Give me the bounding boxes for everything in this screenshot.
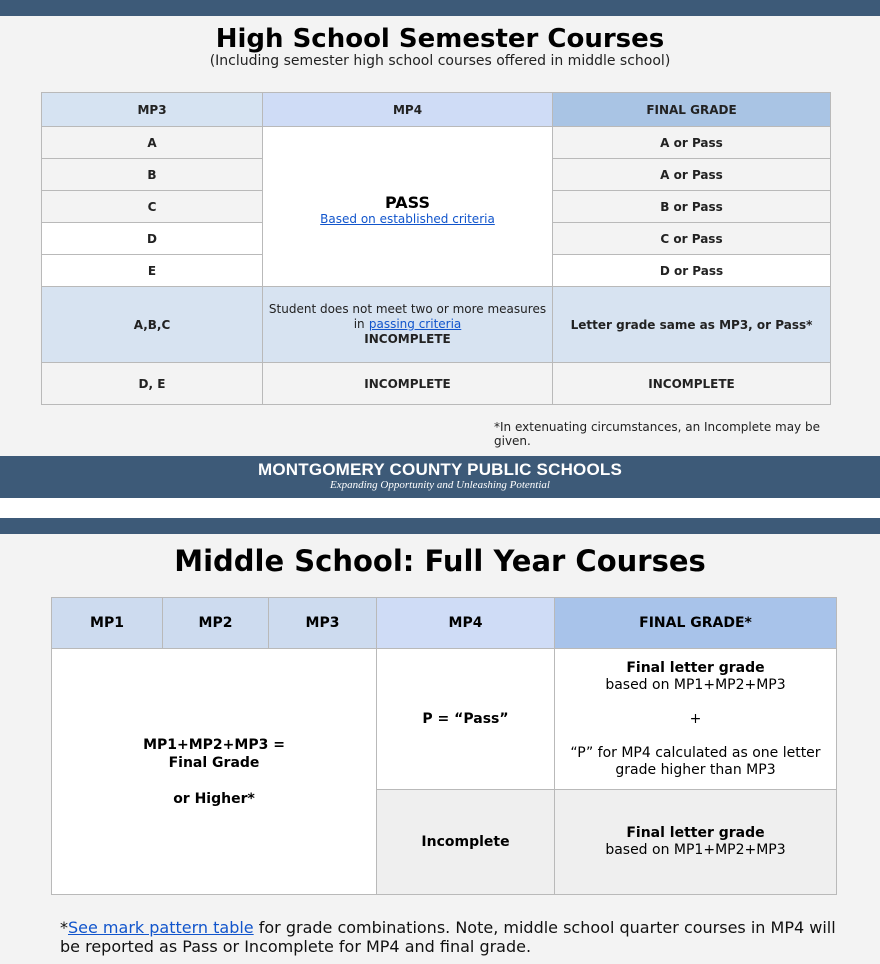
banner-tagline: Expanding Opportunity and Unleashing Potential	[330, 479, 550, 491]
cell-final: A or Pass	[553, 159, 831, 191]
cell-final: B or Pass	[553, 191, 831, 223]
mcps-banner	[0, 456, 880, 498]
pass-label: PASS	[385, 193, 430, 212]
cell-final-incomplete	[555, 790, 837, 895]
header-final-grade: FINAL GRADE	[553, 93, 831, 127]
cell-mp3: D	[42, 223, 263, 255]
cell-final: D or Pass	[553, 255, 831, 287]
header-mp4: MP4	[377, 598, 555, 649]
cell-mp4-pass	[263, 127, 553, 287]
cell-mp3: E	[42, 255, 263, 287]
final-basis: based on MP1+MP2+MP3	[605, 842, 786, 858]
banner-title: MONTGOMERY COUNTY PUBLIC SCHOOLS	[257, 460, 623, 479]
header-mp3: MP3	[269, 598, 377, 649]
cell-final-pass	[555, 649, 837, 790]
slide-title: High School Semester Courses	[215, 24, 665, 54]
cell-mp3: C	[42, 191, 263, 223]
combined-line-3: or Higher*	[173, 790, 255, 807]
top-bar	[0, 518, 880, 534]
footnote-extenuating: *In extenuating circumstances, an Incomplete may be given.	[494, 420, 820, 448]
final-letter-grade-label: Final letter grade	[626, 825, 765, 841]
p-calculation-note: “P” for MP4 calculated as one letter grade higher than MP3	[570, 744, 821, 778]
cell-mp3: A	[42, 127, 263, 159]
header-mp2: MP2	[163, 598, 269, 649]
cell-mp4-pass: P = “Pass”	[377, 649, 555, 790]
footnote-text: for grade combinations. Note, middle school quarter courses in MP4 will be reported as Pass or Incomplete for MP4 and final grade.	[60, 918, 836, 956]
incomplete-label: INCOMPLETE	[364, 332, 451, 346]
cell-final: C or Pass	[553, 223, 831, 255]
footnote-mark-pattern	[60, 918, 850, 956]
header-mp3: MP3	[42, 93, 263, 127]
header-mp1: MP1	[52, 598, 163, 649]
cell-mp3: B	[42, 159, 263, 191]
criteria-link[interactable]: Based on established criteria	[320, 212, 495, 226]
cell-final: Letter grade same as MP3, or Pass*	[553, 287, 831, 363]
footnote-star: *	[60, 918, 68, 937]
cell-combined-grade	[52, 649, 377, 895]
cell-mp3: A,B,C	[42, 287, 263, 363]
header-final-grade: FINAL GRADE*	[555, 598, 837, 649]
passing-criteria-link[interactable]: passing criteria	[368, 317, 462, 331]
slide-subtitle: (Including semester high school courses offered in middle school)	[209, 53, 671, 69]
slide-title: Middle School: Full Year Courses	[174, 544, 706, 578]
combined-line-2: Final Grade	[168, 754, 260, 771]
combined-line-1: MP1+MP2+MP3 =	[143, 736, 285, 753]
criteria-text: Student does not meet two or more measures in	[268, 302, 547, 331]
cell-final: A or Pass	[553, 127, 831, 159]
middle-school-grade-table	[51, 597, 837, 895]
plus-sign: +	[689, 710, 702, 727]
cell-mp4-incomplete: Incomplete	[377, 790, 555, 895]
final-basis: based on MP1+MP2+MP3	[605, 676, 786, 693]
final-letter-grade-label: Final letter grade	[626, 659, 765, 676]
high-school-grade-table	[41, 92, 831, 405]
top-bar	[0, 0, 880, 16]
cell-mp4: INCOMPLETE	[263, 363, 553, 405]
mark-pattern-table-link[interactable]: See mark pattern table	[68, 918, 254, 937]
cell-final: INCOMPLETE	[553, 363, 831, 405]
cell-mp4-incomplete-criteria	[263, 287, 553, 363]
cell-mp3: D, E	[42, 363, 263, 405]
slide-middle-school	[0, 518, 880, 964]
header-mp4: MP4	[263, 93, 553, 127]
